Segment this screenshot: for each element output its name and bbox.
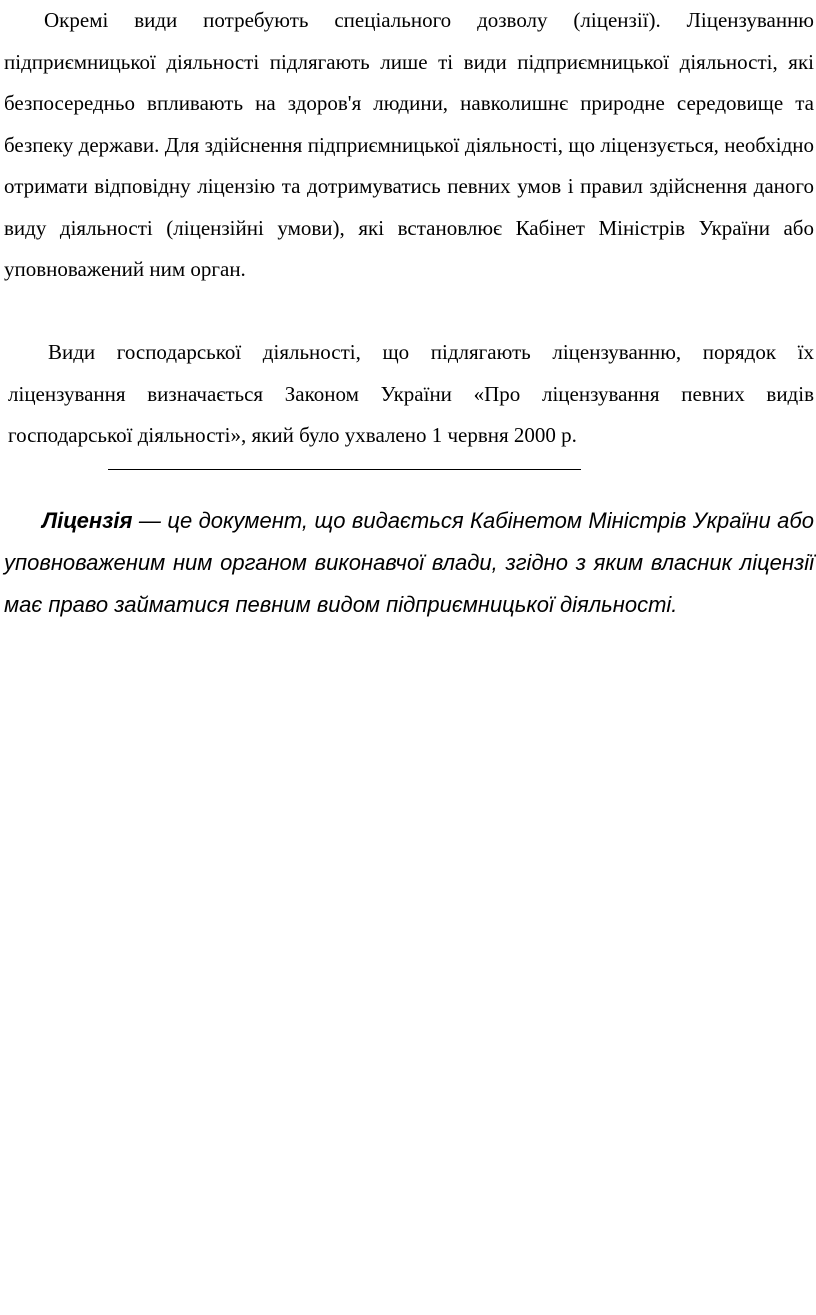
definition-term: Ліцензія xyxy=(42,508,133,533)
paragraph-licensing-law: Види господарської діяльності, що підлягають ліцензуванню, порядок їх ліцензування визначається Законом України «Про ліцензування певних видів господарської діяльності», який було ухвалено 1 червня 2000 р. xyxy=(8,340,814,447)
separator-line xyxy=(108,469,581,470)
definition-dash: — xyxy=(138,508,161,533)
definition-text: це документ, що видається Кабінетом Міністрів України або уповноваженим ним органом виконавчої влади, згідно з яким власник ліцензії має право займатися певним видом підприємницької діяльності. xyxy=(4,508,814,617)
definition-paragraph xyxy=(4,500,814,626)
paragraph-licensing-intro: Окремі види потребують спеціального дозволу (ліцензії). Ліцензуванню підприємницької діяльності підлягають лише ті види підприємницької діяльності, які безпосередньо впливають на здоров'я людини, навколишнє природне середовище та безпеку держави. Для здійснення підприємницької діяльності, що ліцензується, необхідно отримати відповідну ліцензію та дотримуватись певних умов і правил здійснення даного виду діяльності (ліцензійні умови), які встановлює Кабінет Міністрів України або уповноважений ним орган. xyxy=(4,8,814,281)
